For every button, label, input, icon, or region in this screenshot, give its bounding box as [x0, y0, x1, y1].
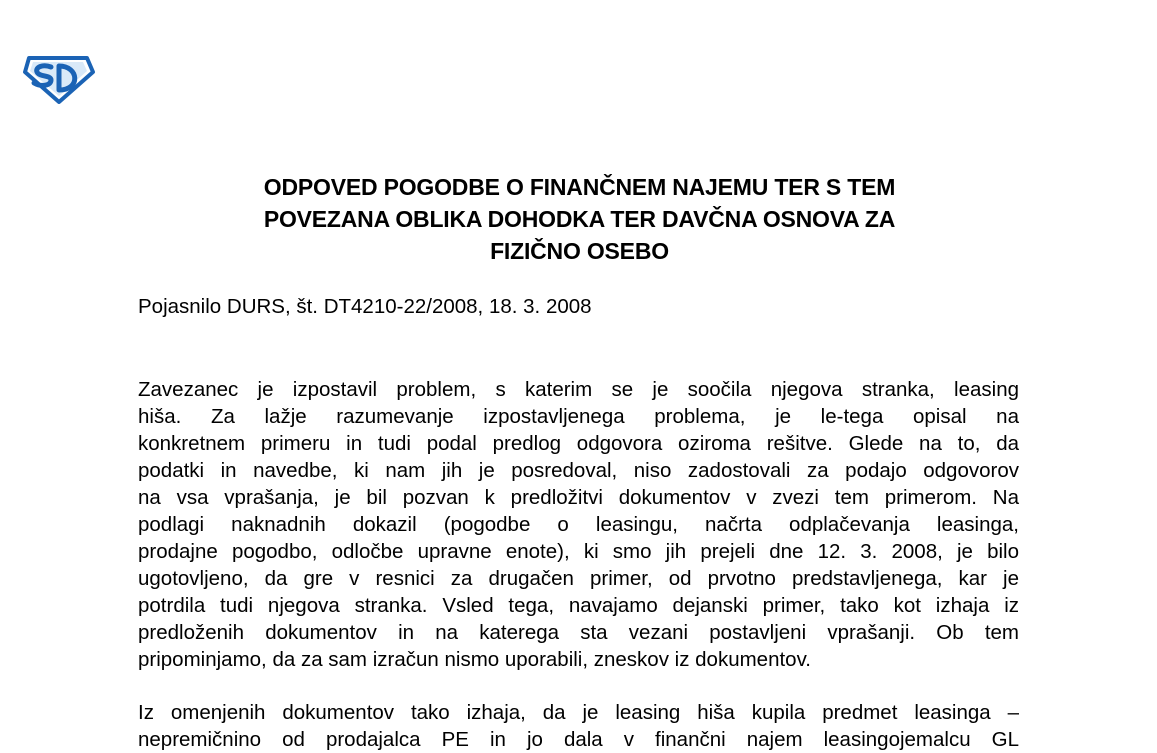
- paragraph-line: Iz omenjenih dokumentov tako izhaja, da je leasing hiša kupila predmet leasinga –: [138, 701, 1019, 724]
- title-line: FIZIČNO OSEBO: [490, 238, 669, 264]
- paragraph-line: prodajne pogodbo, odločbe upravne enote), ki smo jih prejeli dne 12. 3. 2008, je bilo: [138, 540, 1019, 563]
- company-logo: [21, 50, 97, 104]
- document-reference: Pojasnilo DURS, št. DT4210-22/2008, 18. 3. 2008: [138, 295, 592, 318]
- paragraph-line: podatki in navedbe, ki nam jih je posredoval, niso zadostovali za podajo odgovorov: [138, 459, 1019, 482]
- title-line: POVEZANA OBLIKA DOHODKA TER DAVČNA OSNOVA ZA: [263, 206, 896, 232]
- paragraph-line: pripominjamo, da za sam izračun nismo uporabili, zneskov iz dokumentov.: [138, 648, 812, 671]
- paragraph-2: [138, 699, 1019, 753]
- paragraph-line: hiša. Za lažje razumevanje izpostavljenega problema, je le-tega opisal na: [138, 405, 1019, 428]
- document-title: [140, 171, 1019, 267]
- paragraph-line: na vsa vprašanja, je bil pozvan k predložitvi dokumentov v zvezi tem primerom. Na: [138, 486, 1019, 509]
- paragraph-line: predloženih dokumentov in na katerega sta vezani postavljeni vprašanji. Ob tem: [138, 621, 1019, 644]
- paragraph-line: ugotovljeno, da gre v resnici za drugačen primer, od prvotno predstavljenega, kar je: [138, 567, 1019, 590]
- title-line: ODPOVED POGODBE O FINANČNEM NAJEMU TER S TEM: [263, 174, 896, 200]
- paragraph-line: konkretnem primeru in tudi podal predlog odgovora oziroma rešitve. Glede na to, da: [138, 432, 1019, 455]
- sd-diamond-logo-icon: [21, 50, 97, 104]
- paragraph-line: Zavezanec je izpostavil problem, s katerim se je soočila njegova stranka, leasing: [138, 378, 1019, 401]
- paragraph-line: nepremičnino od prodajalca PE in jo dala v finančni najem leasingojemalcu GL: [138, 728, 1019, 751]
- paragraph-line: potrdila tudi njegova stranka. Vsled tega, navajamo dejanski primer, tako kot izhaja iz: [138, 594, 1019, 617]
- paragraph-line: podlagi naknadnih dokazil (pogodbe o leasingu, načrta odplačevanja leasinga,: [138, 513, 1019, 536]
- paragraph-1: [138, 376, 1019, 673]
